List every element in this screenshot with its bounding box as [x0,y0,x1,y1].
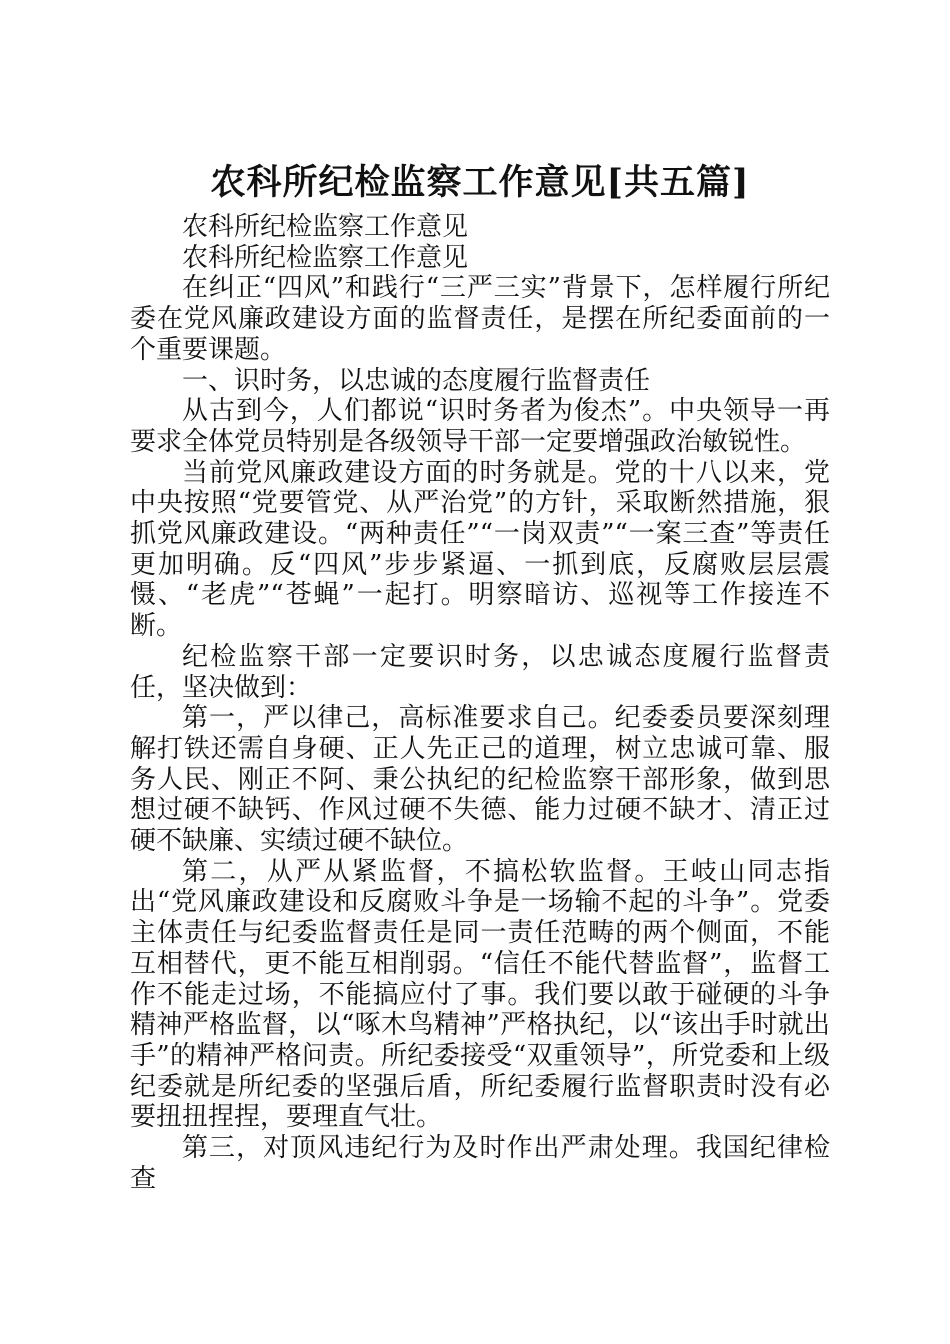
body-paragraph: 当前党风廉政建设方面的时务就是。党的十八以来，党中央按照“党要管党、从严治党”的方针，采取断然措施，狠抓党风廉政建设。“两种责任”“一岗双责”“一案三查”等责任更加明确。反“四风”步步紧逼、一抓到底，反腐败层层震慑、“老虎”“苍蝇”一起打。明察暗访、巡视等工作接连不断。 [130,457,830,642]
document-title: 农科所纪检监察工作意见[共五篇] [210,162,750,203]
intro-paragraph: 在纠正“四风”和践行“三严三实”背景下，怎样履行所纪委在党风廉政建设方面的监督责任，是摆在所纪委面前的一个重要课题。 [130,273,830,365]
body-paragraph: 纪检监察干部一定要识时务，以忠诚态度履行监督责任，坚决做到： [130,641,830,703]
section-heading: 一、识时务，以忠诚的态度履行监督责任 [182,365,651,396]
document-body [130,212,830,1195]
doc-subtitle-paragraph: 农科所纪检监察工作意见 [182,242,469,273]
body-paragraph: 第一，严以律己，高标准要求自己。纪委委员要深刻理解打铁还需自身硬、正人先正己的道理，树立忠诚可靠、服务人民、刚正不阿、秉公执纪的纪检监察干部形象，做到思想过硬不缺钙、作风过硬不失德、能力过硬不缺才、清正过硬不缺廉、实绩过硬不缺位。 [130,703,830,857]
doc-subtitle-paragraph: 农科所纪检监察工作意见 [182,212,469,242]
body-paragraph: 第二，从严从紧监督，不搞松软监督。王岐山同志指出“党风廉政建设和反腐败斗争是一场输不起的斗争”。党委主体责任与纪委监督责任是同一责任范畴的两个侧面，不能互相替代，更不能互相削弱。“信任不能代替监督”，监督工作不能走过场，不能搞应付了事。我们要以敢于碰硬的斗争精神严格监督，以“啄木鸟精神”严格执纪，以“该出手时就出手”的精神严格问责。所纪委接受“双重领导”，所党委和上级纪委就是所纪委的坚强后盾，所纪委履行监督职责时没有必要扭扭捏捏，要理直气壮。 [130,856,830,1133]
body-paragraph: 第三，对顶风违纪行为及时作出严肃处理。我国纪律检查 [130,1133,830,1194]
body-paragraph: 从古到今，人们都说“识时务者为俊杰”。中央领导一再要求全体党员特别是各级领导干部一定要增强政治敏锐性。 [130,396,830,457]
document-page [130,160,830,1195]
